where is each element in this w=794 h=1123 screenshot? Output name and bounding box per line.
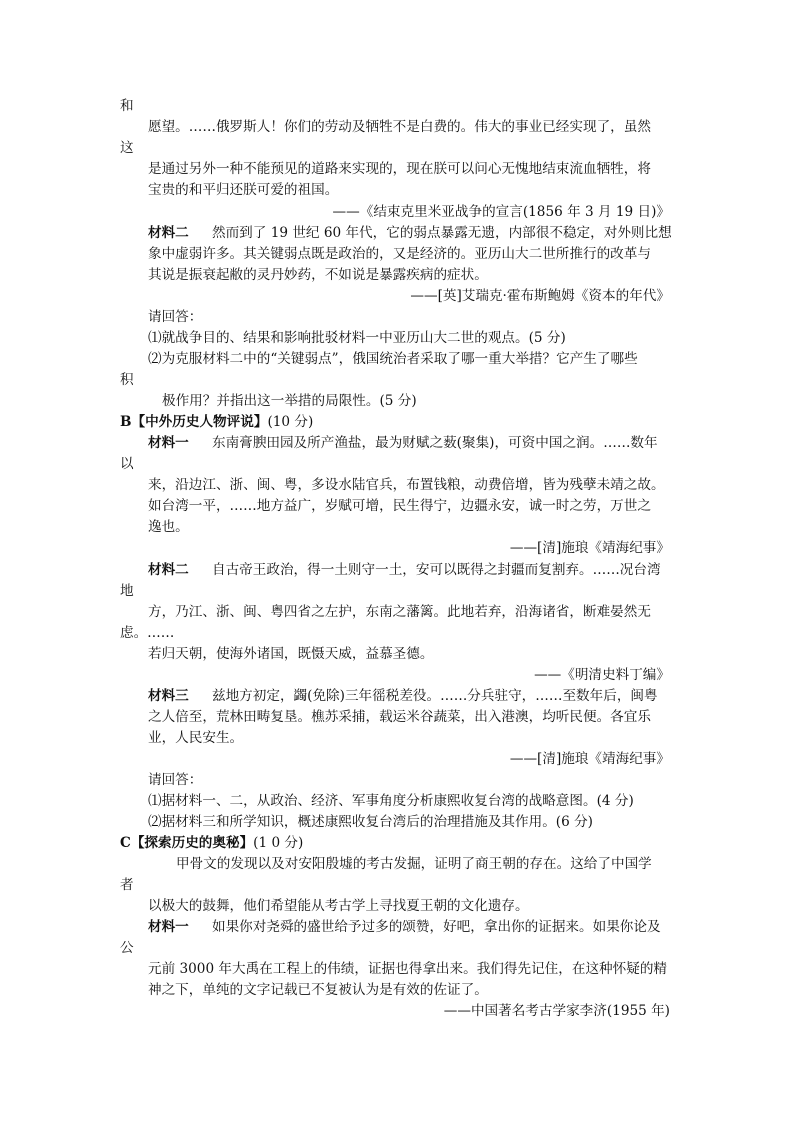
- text-line: 然而到了 19 世纪 60 年代，它的弱点暴露无遗，内部很不稳定，对外则比想: [212, 225, 672, 241]
- orphan-char: 这: [120, 140, 134, 156]
- orphan-char: 地: [120, 583, 134, 599]
- section-score: (1 0 分): [253, 835, 304, 851]
- text-line: 以极大的鼓舞，他们希望能从考古学上寻找夏王朝的文化遗存。: [148, 898, 529, 914]
- source-citation: ——《明清史料丁编》: [534, 667, 670, 683]
- question-2: ⑵为克服材料二中的“关键弱点”，俄国统治者采取了哪一重大举措？它产生了哪些: [148, 351, 638, 367]
- text-line: 自古帝王政治，得一土则守一土，安可以既得之封疆而复割弃。……况台湾: [212, 562, 661, 578]
- text-line: 愿望。……俄罗斯人！你们的劳动及牺牲不是白费的。伟大的事业已经实现了，虽然: [148, 119, 651, 135]
- material-label: 材料一: [148, 435, 189, 451]
- text-line: 是通过另外一种不能预见的道路来实现的，现在朕可以问心无愧地结束流血牺牲，将: [148, 161, 651, 177]
- text-line: 神之下，单纯的文字记载已不复被认为是有效的佐证了。: [148, 982, 488, 998]
- question-1: ⑴据材料一、二，从政治、经济、军事角度分析康熙收复台湾的战略意图。(4 分): [148, 793, 634, 809]
- question-2: ⑵据材料三和所学知识，概述康熙收复台湾后的治理措施及其作用。(6 分): [148, 814, 593, 830]
- text-line: 元前 3000 年大禹在工程上的伟绩，证据也得拿出来。我们得先记住，在这种怀疑的精: [148, 961, 668, 977]
- text-line: 象中虚弱许多。其关键弱点既是政治的，又是经济的。亚历山大二世所推行的改革与: [148, 246, 651, 262]
- question-1: ⑴就战争目的、结果和影响批驳材料一中亚历山大二世的观点。(5 分): [148, 330, 566, 346]
- orphan-char: 和: [120, 98, 134, 114]
- text-line: 方，乃江、浙、闽、粤四省之左护，东南之藩篱。此地若弃，沿海诸省，断难晏然无: [148, 604, 651, 620]
- material-label: 材料二: [148, 562, 189, 578]
- text-line: 兹地方初定，蠲(免除)三年徭税差役。……分兵驻守，……至数年后，闽粤: [212, 688, 658, 704]
- source-citation: ——《结束克里米亚战争的宣言(1856 年 3 月 19 日)》: [332, 204, 670, 220]
- text-line: 之人倍至，荒林田畴复垦。樵苏采捕，载运米谷蔬菜，出入港澳，均听民便。各宜乐: [148, 709, 651, 725]
- orphan-char: 以: [120, 456, 134, 472]
- prompt-text: 请回答：: [148, 772, 203, 788]
- text-line: 宝贵的和平归还朕可爱的祖国。: [148, 182, 339, 198]
- text-line: 业，人民安生。: [148, 730, 244, 746]
- section-heading: [120, 412, 313, 432]
- text-line: 东南膏腴田园及所产渔盐，最为财赋之薮(聚集)，可资中国之润。……数年: [212, 435, 658, 451]
- source-citation: ——[清]施琅《靖海纪事》: [509, 751, 670, 767]
- material-label: 材料一: [148, 919, 189, 935]
- prompt-text: 请回答：: [148, 309, 203, 325]
- text-line: 来，沿边江、浙、闽、粤，多设水陆官兵，布置钱粮，动费倍增，皆为残孽未靖之故。: [148, 477, 665, 493]
- orphan-char: 者: [120, 877, 134, 893]
- source-citation: ——[英]艾瑞克·霍布斯鲍姆《资本的年代》: [410, 288, 670, 304]
- orphan-char: 公: [120, 940, 134, 956]
- text-line: 虑。……: [120, 625, 175, 641]
- text-line: 如台湾一平，……地方益广，岁赋可增，民生得宁，边疆永安，诚一时之劳，万世之: [148, 498, 651, 514]
- source-citation: ——[清]施琅《靖海纪事》: [509, 540, 670, 556]
- source-citation: ——中国著名考古学家李济(1955 年): [443, 1003, 670, 1019]
- text-line: 逸也。: [148, 519, 189, 535]
- section-heading: [120, 833, 303, 853]
- orphan-char: 积: [120, 372, 134, 388]
- text-line: 若归天朝，使海外诸国，既慑天威，益慕圣德。: [148, 646, 434, 662]
- section-title: B【中外历史人物评说】: [120, 414, 268, 430]
- section-score: (10 分): [267, 414, 314, 430]
- question-2-cont: 极作用？并指出这一举措的局限性。(5 分): [162, 393, 417, 409]
- material-label: 材料二: [148, 225, 189, 241]
- material-label: 材料三: [148, 688, 189, 704]
- section-title: C【探索历史的奥秘】: [120, 835, 254, 851]
- text-line: 甲骨文的发现以及对安阳殷墟的考古发掘，证明了商王朝的存在。这给了中国学: [176, 856, 652, 872]
- text-line: 其说是振衰起敝的灵丹妙药，不如说是暴露疾病的症状。: [148, 267, 488, 283]
- text-line: 如果你对尧舜的盛世给予过多的颂赞，好吧，拿出你的证据来。如果你论及: [212, 919, 661, 935]
